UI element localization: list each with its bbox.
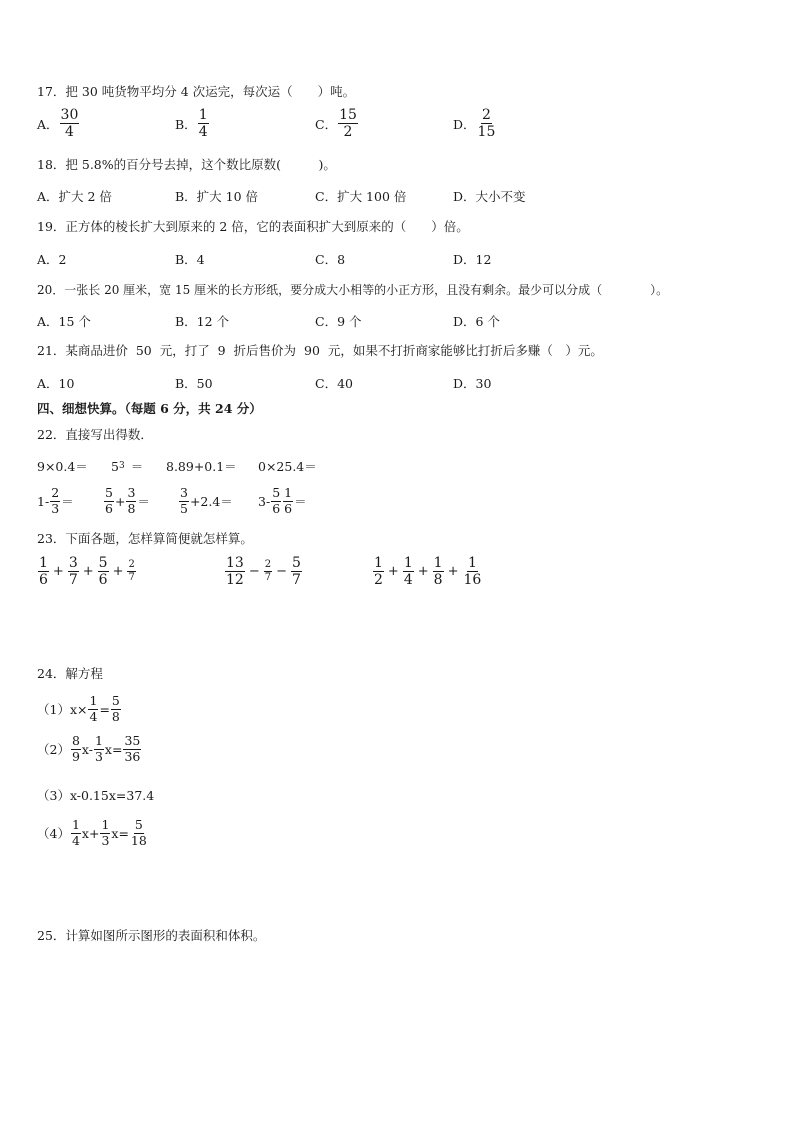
question-17-option-d[interactable] xyxy=(453,108,497,139)
fraction: $\frac{2}{3}$ xyxy=(51,485,60,516)
fraction: $\frac{1}{8}$ xyxy=(433,555,443,588)
question-19-option-a[interactable]: A．2 xyxy=(37,252,67,267)
fraction: $\frac{1}{4}$ xyxy=(89,693,98,724)
option-label: B． xyxy=(175,116,197,132)
fraction: $\frac{35}{36}$ xyxy=(124,733,141,764)
option-label: C． xyxy=(315,116,338,132)
fraction: $\frac{1}{3}$ xyxy=(94,733,103,764)
fraction: $\frac{5}{6}$ xyxy=(105,485,113,516)
option-label: A． xyxy=(37,116,59,132)
equation-2: （2） $\frac{8}{9}$ x- $\frac{1}{3}$ x= $\frac{35}{36}$ xyxy=(37,733,141,764)
question-21-option-d[interactable]: D．30 xyxy=(453,376,492,391)
question-22-stem: 22．直接写出得数． xyxy=(37,427,153,442)
fraction: $\frac{5}{6}$ xyxy=(272,485,281,516)
fraction: $\frac{30}{4}$ xyxy=(60,107,79,140)
simplify-problem-1: $\frac{1}{6}$ + $\frac{3}{7}$ + $\frac{5}{6}$ + $\frac{2}{7}$ xyxy=(39,555,135,588)
mental-math-6: $\frac{5}{6}$ + $\frac{3}{8}$ ＝ xyxy=(105,485,150,516)
question-19-option-d[interactable]: D．12 xyxy=(453,252,492,267)
fraction: $\frac{8}{9}$ xyxy=(71,733,80,764)
option-label: D． xyxy=(453,116,476,132)
question-21-option-c[interactable]: C．40 xyxy=(315,376,353,391)
question-20-option-a[interactable]: A．15 个 xyxy=(37,314,91,329)
question-21-option-a[interactable]: A．10 xyxy=(37,376,75,391)
equation-4: （4） $\frac{1}{4}$ x+ $\frac{1}{3}$ x= $\frac{5}{18}$ xyxy=(37,817,147,848)
question-19-option-b[interactable]: B．4 xyxy=(175,252,205,267)
equation-1: （1） x× $\frac{1}{4}$ = $\frac{5}{8}$ xyxy=(37,693,120,724)
mental-math-3: 8.89+0.1＝ xyxy=(166,459,237,474)
fraction: $\frac{1}{6}$ xyxy=(284,485,293,516)
fraction: $\frac{13}{12}$ xyxy=(226,555,244,588)
fraction: $\frac{1}{3}$ xyxy=(101,817,110,848)
fraction: $\frac{15}{2}$ xyxy=(339,107,357,140)
equation-3: （3） x-0.15x=37.4 xyxy=(37,787,155,803)
fraction: $\frac{2}{7}$ xyxy=(264,559,272,583)
question-18-stem: 18．把 5.8%的百分号去掉，这个数比原数( )。 xyxy=(37,157,336,172)
question-17-option-b[interactable] xyxy=(175,108,210,139)
question-24-stem: 24．解方程 xyxy=(37,666,103,681)
question-21-option-b[interactable]: B．50 xyxy=(175,376,213,391)
question-18-option-c[interactable]: C．扩大 100 倍 xyxy=(315,189,407,204)
question-23-stem: 23．下面各题，怎样算简便就怎样算。 xyxy=(37,531,253,546)
mental-math-8: 3- $\frac{5}{6}$ $\frac{1}{6}$ ＝ xyxy=(258,485,307,516)
fraction: $\frac{1}{2}$ xyxy=(374,555,383,588)
fraction: $\frac{3}{8}$ xyxy=(127,485,136,516)
question-17-option-a[interactable] xyxy=(37,108,80,139)
fraction: $\frac{5}{6}$ xyxy=(98,555,108,588)
simplify-problem-2: $\frac{13}{12}$ − $\frac{2}{7}$ − $\frac{5}{7}$ xyxy=(226,555,301,588)
mental-math-1: 9×0.4＝ xyxy=(37,459,88,474)
question-20-option-c[interactable]: C．9 个 xyxy=(315,314,362,329)
mental-math-2: 5 3 ＝ xyxy=(111,458,144,474)
fraction: $\frac{5}{7}$ xyxy=(292,555,301,588)
fraction: $\frac{5}{8}$ xyxy=(111,693,120,724)
question-20-option-d[interactable]: D．6 个 xyxy=(453,314,500,329)
mental-math-7: $\frac{3}{5}$ +2.4＝ xyxy=(180,485,233,516)
fraction: $\frac{1}{4}$ xyxy=(71,817,80,848)
question-17-option-c[interactable] xyxy=(315,108,359,139)
question-18-option-d[interactable]: D．大小不变 xyxy=(453,189,526,204)
question-21-stem: 21．某商品进价 50 元，打了 9 折后售价为 90 元，如果不打折商家能够比打折后多赚（ ）元。 xyxy=(37,343,603,358)
fraction: $\frac{1}{4}$ xyxy=(403,555,413,588)
fraction: $\frac{1}{6}$ xyxy=(39,555,48,588)
question-20-option-b[interactable]: B．12 个 xyxy=(175,314,230,329)
fraction: $\frac{2}{15}$ xyxy=(477,107,496,140)
question-25-stem: 25．计算如图所示图形的表面积和体积。 xyxy=(37,928,266,943)
fraction: $\frac{2}{7}$ xyxy=(128,559,135,583)
mental-math-4: 0×25.4＝ xyxy=(258,459,317,474)
question-19-option-c[interactable]: C．8 xyxy=(315,252,346,267)
fraction: $\frac{3}{5}$ xyxy=(180,485,188,516)
fraction: $\frac{5}{18}$ xyxy=(130,817,147,848)
fraction: $\frac{1}{4}$ xyxy=(198,107,208,140)
question-19-stem: 19．正方体的棱长扩大到原来的 2 倍，它的表面积扩大到原来的（ ）倍。 xyxy=(37,219,469,234)
fraction: $\frac{1}{16}$ xyxy=(463,555,482,588)
fraction: $\frac{3}{7}$ xyxy=(68,555,78,588)
question-18-option-a[interactable]: A．扩大 2 倍 xyxy=(37,189,112,204)
question-20-stem: 20．一张长 20 厘米，宽 15 厘米的长方形纸，要分成大小相等的小正方形，且没有剩余。最少可以分成（ ）。 xyxy=(37,283,669,297)
mental-math-5: 1- $\frac{2}{3}$ ＝ xyxy=(37,485,74,516)
question-17-stem: 17．把 30 吨货物平均分 4 次运完，每次运（ ）吨。 xyxy=(37,84,356,99)
question-18-option-b[interactable]: B．扩大 10 倍 xyxy=(175,189,259,204)
simplify-problem-3: $\frac{1}{2}$ + $\frac{1}{4}$ + $\frac{1}{8}$ + $\frac{1}{16}$ xyxy=(374,555,482,588)
section-heading: 四、细想快算。（每题 6 分，共 24 分） xyxy=(37,401,262,416)
